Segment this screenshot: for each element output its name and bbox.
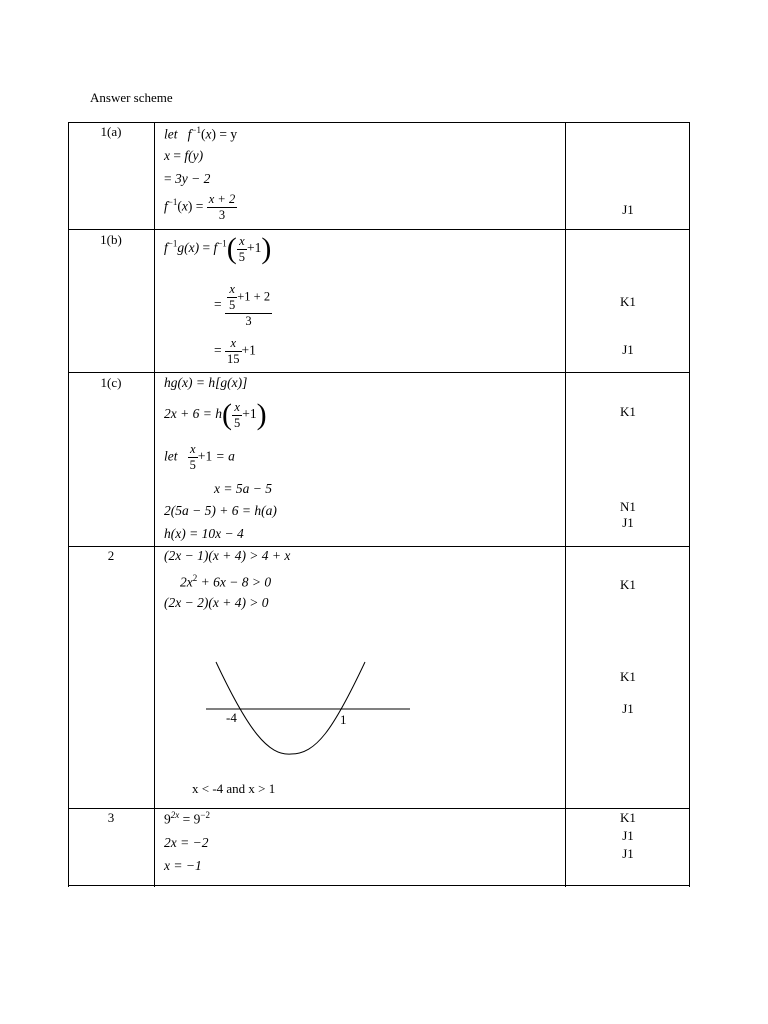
question-number: 1(c) <box>100 375 122 390</box>
work-line: 2(5a − 5) + 6 = h(a) <box>164 503 277 518</box>
row-divider-2 <box>68 372 690 373</box>
work-line: x = f(y) <box>164 148 204 163</box>
table-border-bottom <box>68 885 690 886</box>
work-line: 2x = −2 <box>164 835 209 850</box>
mark-label: K1 <box>620 294 636 309</box>
work-line: = $\frac{x}{15}$ +1 <box>214 336 256 366</box>
question-number: 3 <box>107 810 115 825</box>
question-number: 1(a) <box>100 124 122 139</box>
row-divider-3 <box>68 546 690 547</box>
work-line: h(x) = 10x − 4 <box>164 526 244 541</box>
mark-label: J1 <box>622 846 634 861</box>
work-line: $9^{2x} = 9^{-2}$ <box>164 810 210 827</box>
question-number: 1(b) <box>100 232 122 247</box>
mark-label: J1 <box>622 515 634 530</box>
work-line: = $\frac{x}{5}$ +1 + 2 3 <box>214 282 271 328</box>
answer-table <box>68 122 690 887</box>
work-line: = 3y − 2 <box>164 171 211 186</box>
question-number: 2 <box>107 548 115 563</box>
solution-answer: x < -4 and x > 1 <box>192 781 276 796</box>
mark-label: K1 <box>620 577 636 592</box>
work-line: (2x − 2)(x + 4) > 0 <box>164 595 269 610</box>
table-border-top <box>68 122 690 123</box>
work-line: $f^{-1}(x)$ = $\frac{x + 2}{3}$ <box>164 192 236 222</box>
work-line: hg(x) = h[g(x)] <box>164 375 248 390</box>
row-divider-1 <box>68 229 690 230</box>
root-label-right: 1 <box>340 712 347 727</box>
mark-label: J1 <box>622 202 634 217</box>
work-line: x = 5a − 5 <box>214 481 272 496</box>
work-line: x = −1 <box>164 858 202 873</box>
work-line: let $\frac{x}{5}$ +1 = a <box>164 442 235 472</box>
mark-label: J1 <box>622 342 634 357</box>
mark-label: K1 <box>620 810 636 825</box>
root-label-left: -4 <box>226 710 237 725</box>
mark-label: K1 <box>620 404 636 419</box>
parabola-curve <box>216 662 365 754</box>
column-divider-1 <box>154 122 155 887</box>
row-divider-4 <box>68 808 690 809</box>
mark-label: N1 <box>620 499 636 514</box>
work-line: $2x^2 + 6x - 8 > 0$ <box>180 573 272 590</box>
parabola-sketch <box>198 650 418 760</box>
page-heading: Answer scheme <box>90 90 173 105</box>
work-line: $f^{-1}g(x) = f^{-1}$( $\frac{x}{5}$ +1) <box>164 232 272 265</box>
mark-label: K1 <box>620 669 636 684</box>
work-line: let $f^{-1}(x) = y$ <box>164 125 238 142</box>
mark-label: J1 <box>622 828 634 843</box>
work-line: (2x − 1)(x + 4) > 4 + x <box>164 548 291 563</box>
mark-label: J1 <box>622 701 634 716</box>
work-line: 2x + 6 = h( $\frac{x}{5}$ +1) <box>164 398 267 431</box>
